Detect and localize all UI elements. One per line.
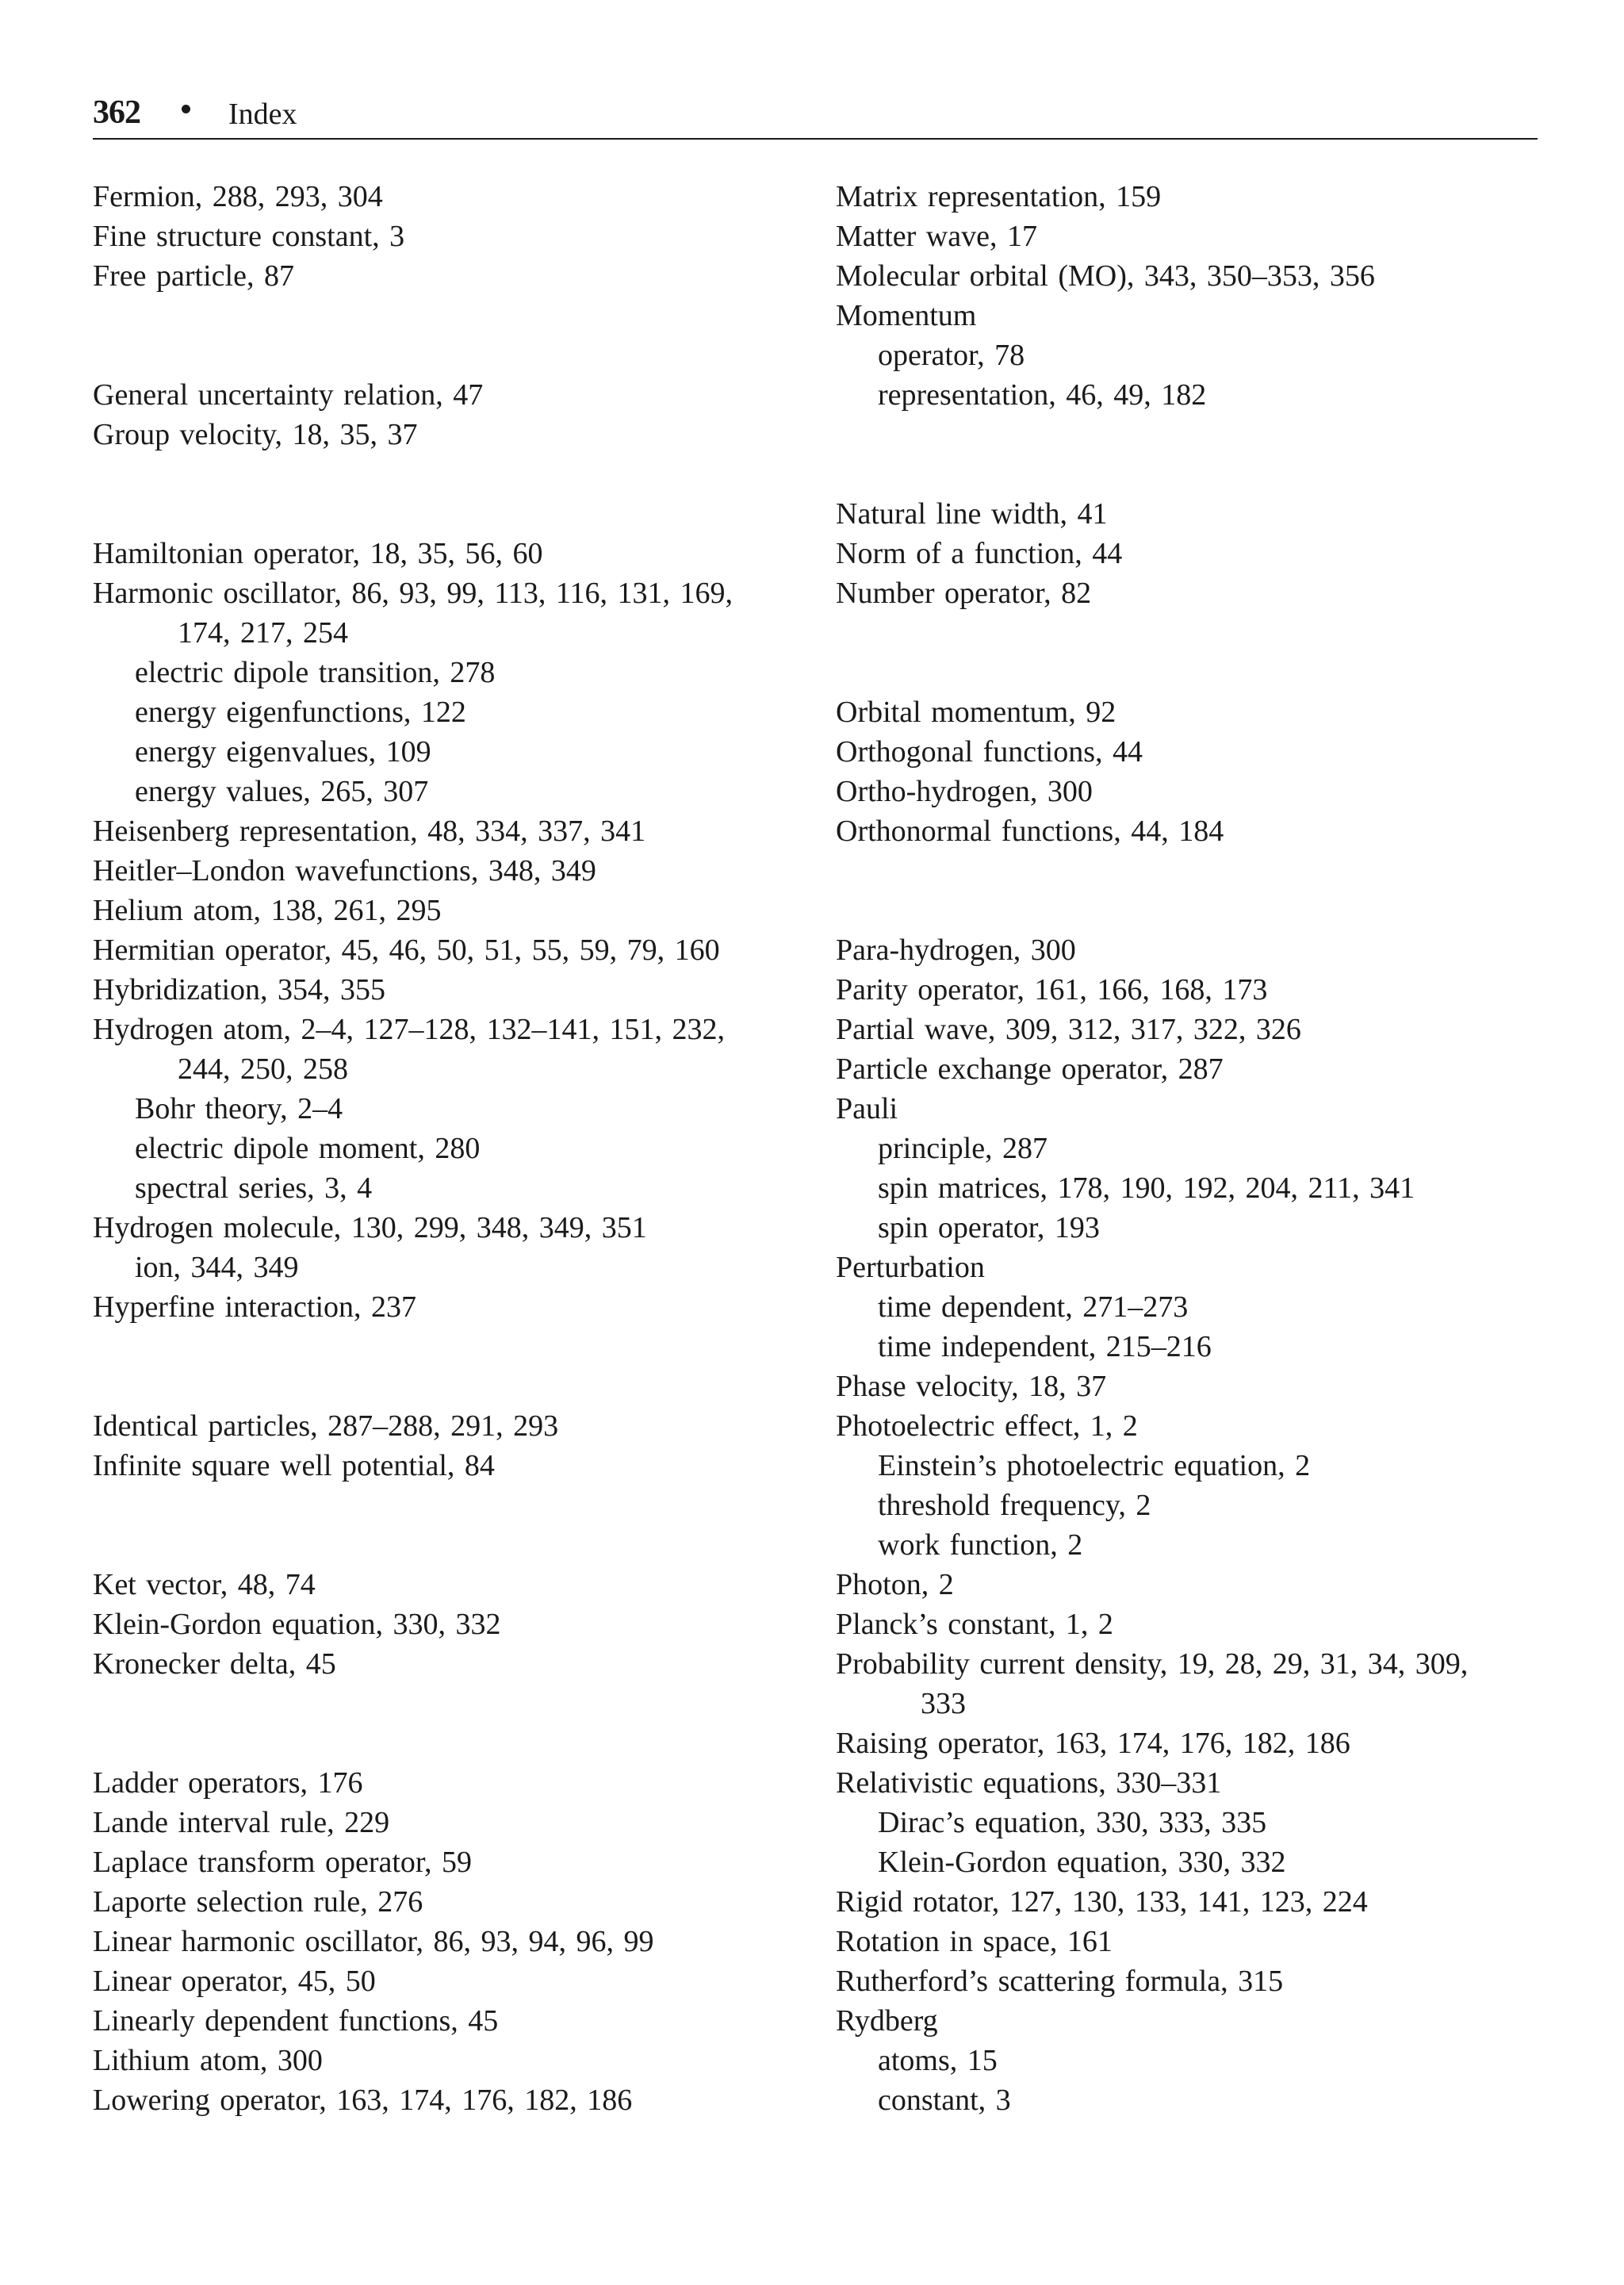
index-entry: Linearly dependent functions, 45 <box>93 2004 499 2038</box>
index-subentry: Bohr theory, 2–4 <box>135 1092 343 1125</box>
index-entry: Heitler–London wavefunctions, 348, 349 <box>93 854 596 888</box>
index-entry: Klein-Gordon equation, 330, 332 <box>93 1608 501 1641</box>
index-entry: Hermitian operator, 45, 46, 50, 51, 55, 59, 79, 160 <box>93 934 720 967</box>
index-entry: Infinite square well potential, 84 <box>93 1449 495 1482</box>
index-entry: Orthogonal functions, 44 <box>836 735 1143 769</box>
index-subentry: time dependent, 271–273 <box>878 1290 1189 1324</box>
index-entry: Molecular orbital (MO), 343, 350–353, 356 <box>836 259 1375 293</box>
index-entry-continuation: 174, 217, 254 <box>178 616 348 650</box>
index-subentry: time independent, 215–216 <box>878 1330 1212 1363</box>
running-title: Index <box>228 98 297 131</box>
index-subentry: electric dipole transition, 278 <box>135 656 496 689</box>
index-subentry: Klein-Gordon equation, 330, 332 <box>878 1846 1286 1879</box>
letter-group-gap <box>836 415 1542 494</box>
index-entry: Lande interval rule, 229 <box>93 1806 390 1839</box>
index-subentry: principle, 287 <box>878 1132 1048 1165</box>
index-subentry: energy eigenvalues, 109 <box>135 735 431 769</box>
index-entry: Photoelectric effect, 1, 2 <box>836 1409 1138 1443</box>
index-entry: Partial wave, 309, 312, 317, 322, 326 <box>836 1013 1301 1046</box>
index-entry: Perturbation <box>836 1251 985 1284</box>
index-entry: Group velocity, 18, 35, 37 <box>93 418 418 451</box>
index-entry: Laplace transform operator, 59 <box>93 1846 473 1879</box>
index-entry: Pauli <box>836 1092 898 1125</box>
index-entry: Lithium atom, 300 <box>93 2044 323 2077</box>
index-entry: Linear operator, 45, 50 <box>93 1965 376 1998</box>
index-entry: Raising operator, 163, 174, 176, 182, 186 <box>836 1727 1350 1760</box>
index-entry: Hydrogen atom, 2–4, 127–128, 132–141, 151, 232, <box>93 1013 725 1046</box>
index-entry-continuation: 244, 250, 258 <box>178 1052 348 1086</box>
index-entry: Ket vector, 48, 74 <box>93 1568 316 1601</box>
index-entry-continuation: 333 <box>921 1687 966 1720</box>
index-entry: Hybridization, 354, 355 <box>93 973 386 1006</box>
index-entry: Rutherford’s scattering formula, 315 <box>836 1965 1284 1998</box>
index-entry: Relativistic equations, 330–331 <box>836 1766 1222 1800</box>
index-entry: Rydberg <box>836 2004 938 2038</box>
index-entry: Number operator, 82 <box>836 577 1092 610</box>
index-entry: Orbital momentum, 92 <box>836 696 1116 729</box>
index-entry: Parity operator, 161, 166, 168, 173 <box>836 973 1268 1006</box>
letter-group-gap <box>93 454 799 534</box>
index-subentry: electric dipole moment, 280 <box>135 1132 481 1165</box>
page-number: 362 <box>93 94 140 131</box>
index-subentry: constant, 3 <box>878 2084 1011 2117</box>
index-entry: Identical particles, 287–288, 291, 293 <box>93 1409 559 1443</box>
index-entry: Fermion, 288, 293, 304 <box>93 180 383 213</box>
index-entry: Phase velocity, 18, 37 <box>836 1370 1107 1403</box>
letter-group-gap <box>93 296 799 375</box>
letter-group-gap <box>93 1327 799 1406</box>
index-subentry: operator, 78 <box>878 339 1025 372</box>
index-subentry: Einstein’s photoelectric equation, 2 <box>878 1449 1311 1482</box>
index-entry: Planck’s constant, 1, 2 <box>836 1608 1113 1641</box>
index-entry: Harmonic oscillator, 86, 93, 99, 113, 116, 131, 169, <box>93 577 733 610</box>
index-subentry: atoms, 15 <box>878 2044 998 2077</box>
index-entry: Ortho-hydrogen, 300 <box>836 775 1093 808</box>
index-subentry: Dirac’s equation, 330, 333, 335 <box>878 1806 1267 1839</box>
index-subentry: ion, 344, 349 <box>135 1251 299 1284</box>
index-entry: Helium atom, 138, 261, 295 <box>93 894 442 927</box>
index-entry: Kronecker delta, 45 <box>93 1647 336 1681</box>
index-entry: Heisenberg representation, 48, 334, 337, 341 <box>93 815 646 848</box>
index-entry: Hydrogen molecule, 130, 299, 348, 349, 351 <box>93 1211 647 1244</box>
index-subentry: work function, 2 <box>878 1528 1083 1562</box>
index-column-left <box>93 177 799 2120</box>
index-subentry: representation, 46, 49, 182 <box>878 378 1207 412</box>
index-entry: Para-hydrogen, 300 <box>836 934 1076 967</box>
index-column-right <box>836 177 1542 2120</box>
index-entry: General uncertainty relation, 47 <box>93 378 484 412</box>
letter-group-gap <box>93 1486 799 1565</box>
index-subentry: energy values, 265, 307 <box>135 775 429 808</box>
index-entry: Matter wave, 17 <box>836 220 1037 253</box>
running-header <box>93 89 1538 140</box>
letter-group-gap <box>93 1684 799 1763</box>
index-entry: Particle exchange operator, 287 <box>836 1052 1224 1086</box>
index-subentry: threshold frequency, 2 <box>878 1489 1151 1522</box>
index-entry: Rotation in space, 161 <box>836 1925 1113 1958</box>
index-subentry: energy eigenfunctions, 122 <box>135 696 466 729</box>
index-subentry: spin operator, 193 <box>878 1211 1100 1244</box>
index-entry: Lowering operator, 163, 174, 176, 182, 186 <box>93 2084 633 2117</box>
letter-group-gap <box>836 613 1542 692</box>
index-entry: Hamiltonian operator, 18, 35, 56, 60 <box>93 537 543 570</box>
index-subentry: spectral series, 3, 4 <box>135 1171 373 1205</box>
index-entry: Natural line width, 41 <box>836 497 1108 531</box>
index-entry: Fine structure constant, 3 <box>93 220 405 253</box>
index-entry: Rigid rotator, 127, 130, 133, 141, 123, 224 <box>836 1885 1368 1919</box>
index-entry: Photon, 2 <box>836 1568 954 1601</box>
index-entry: Orthonormal functions, 44, 184 <box>836 815 1224 848</box>
index-entry: Momentum <box>836 299 977 332</box>
index-entry: Probability current density, 19, 28, 29, 31, 34, 309, <box>836 1647 1469 1681</box>
index-entry: Matrix representation, 159 <box>836 180 1162 213</box>
index-entry: Norm of a function, 44 <box>836 537 1123 570</box>
index-entry: Ladder operators, 176 <box>93 1766 363 1800</box>
index-entry: Hyperfine interaction, 237 <box>93 1290 417 1324</box>
index-entry: Linear harmonic oscillator, 86, 93, 94, 96, 99 <box>93 1925 654 1958</box>
letter-group-gap <box>836 851 1542 930</box>
index-entry: Free particle, 87 <box>93 259 294 293</box>
index-subentry: spin matrices, 178, 190, 192, 204, 211, 341 <box>878 1171 1415 1205</box>
bullet-separator-icon <box>182 105 190 113</box>
index-entry: Laporte selection rule, 276 <box>93 1885 423 1919</box>
